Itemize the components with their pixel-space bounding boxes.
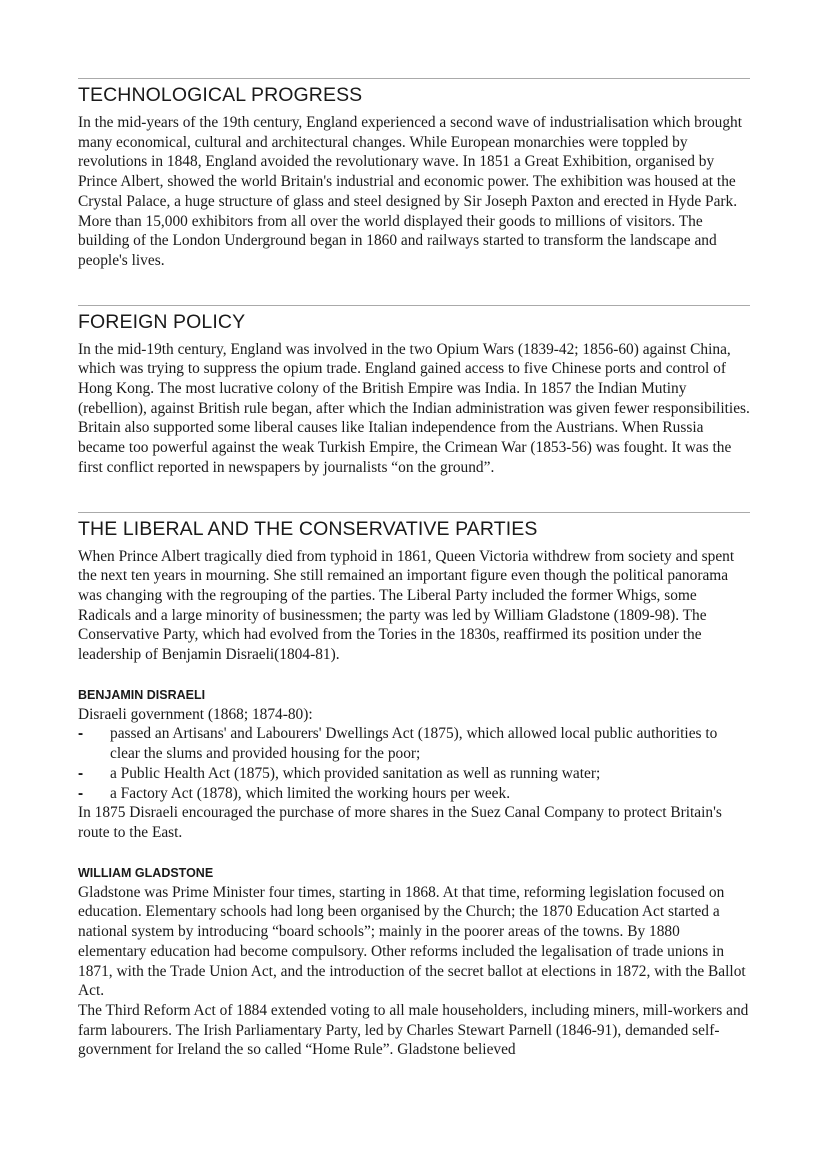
bullet-mark: - — [78, 784, 84, 802]
list-item-text: a Factory Act (1878), which limited the working hours per week. — [110, 784, 511, 802]
section-foreign-policy — [78, 305, 750, 478]
bullet-mark: - — [78, 764, 84, 782]
section-divider — [78, 305, 750, 306]
section-divider — [78, 512, 750, 513]
section-heading: TECHNOLOGICAL PROGRESS — [78, 84, 363, 106]
section-divider — [78, 78, 750, 79]
list-item-text: a Public Health Act (1875), which provided sanitation as well as running water; — [110, 764, 601, 782]
section-heading: FOREIGN POLICY — [78, 310, 246, 333]
disraeli-intro: Disraeli government (1868; 1874-80): — [78, 705, 313, 723]
section-body: In the mid-19th century, England was involved in the two Opium Wars (1839-42; 1856-60) against China, which was trying to suppress the opium trade. England gained access to five Chinese ports and control of Hong Kong. The most lucrative colony of the British Empire was India. In 1857 the Indian Mutiny (rebellion), against British rule began, after which the Indian administration was given fewer responsibilities. Britain also supported some liberal causes like Italian independence from the Austrians. When Russia became too powerful against the weak Turkish Empire, the Crimean War (1853-56) was fought. It was the first conflict reported in newspapers by journalists “on the ground”. — [78, 340, 750, 476]
list-item — [78, 764, 750, 784]
disraeli-list — [78, 724, 750, 803]
list-item — [78, 784, 750, 804]
section-heading: THE LIBERAL AND THE CONSERVATIVE PARTIES — [78, 517, 538, 540]
disraeli-outro: In 1875 Disraeli encouraged the purchase of more shares in the Suez Canal Company to protect Britain's route to the East. — [78, 804, 722, 841]
document-page — [78, 78, 750, 1060]
section-body: When Prince Albert tragically died from typhoid in 1861, Queen Victoria withdrew from society and spent the next ten years in mourning. She still remained an important figure even though the political panorama was changing with the regrouping of the parties. The Liberal Party included the former Whigs, some Radicals and a large minority of businessmen; the party was led by William Gladstone (1809-98). The Conservative Party, which had evolved from the Tories in the 1830s, reaffirmed its position under the leadership of Benjamin Disraeli(1804-81). — [78, 547, 735, 664]
subheading-gladstone: WILLIAM GLADSTONE — [78, 865, 214, 880]
list-item — [78, 724, 750, 763]
bullet-mark: - — [78, 725, 84, 743]
section-technological-progress — [78, 78, 750, 271]
section-liberal-conservative — [78, 512, 750, 1060]
gladstone-paragraph: The Third Reform Act of 1884 extended voting to all male householders, including miners, mill-workers and farm labourers. The Irish Parliamentary Party, led by Charles Stewart Parnell (1846-91), demanded self-government for Ireland the so called “Home Rule”. Gladstone believed — [78, 1001, 749, 1059]
list-item-text: passed an Artisans' and Labourers' Dwellings Act (1875), which allowed local public authorities to clear the slums and provided housing for the poor; — [110, 725, 718, 763]
subheading-disraeli: BENJAMIN DISRAELI — [78, 687, 206, 702]
gladstone-paragraph: Gladstone was Prime Minister four times, starting in 1868. At that time, reforming legislation focused on education. Elementary schools had long been organised by the Church; the 1870 Education Act started a national system by introducing “board schools”; mainly in the poorer areas of the towns. By 1880 elementary education had become compulsory. Other reforms included the legalisation of trade unions in 1871, with the Trade Union Act, and the introduction of the secret ballot at elections in 1872, with the Ballot Act. — [78, 883, 746, 1000]
section-body: In the mid-years of the 19th century, England experienced a second wave of industrialisation which brought many economical, cultural and architectural changes. While European monarchies were toppled by revolutions in 1848, England avoided the revolutionary wave. In 1851 a Great Exhibition, organised by Prince Albert, showed the world Britain's industrial and economic power. The exhibition was housed at the Crystal Palace, a huge structure of glass and steel designed by Sir Joseph Paxton and erected in Hyde Park. More than 15,000 exhibitors from all over the world displayed their goods to millions of visitors. The building of the London Underground began in 1860 and railways started to transform the landscape and people's lives. — [78, 114, 743, 269]
